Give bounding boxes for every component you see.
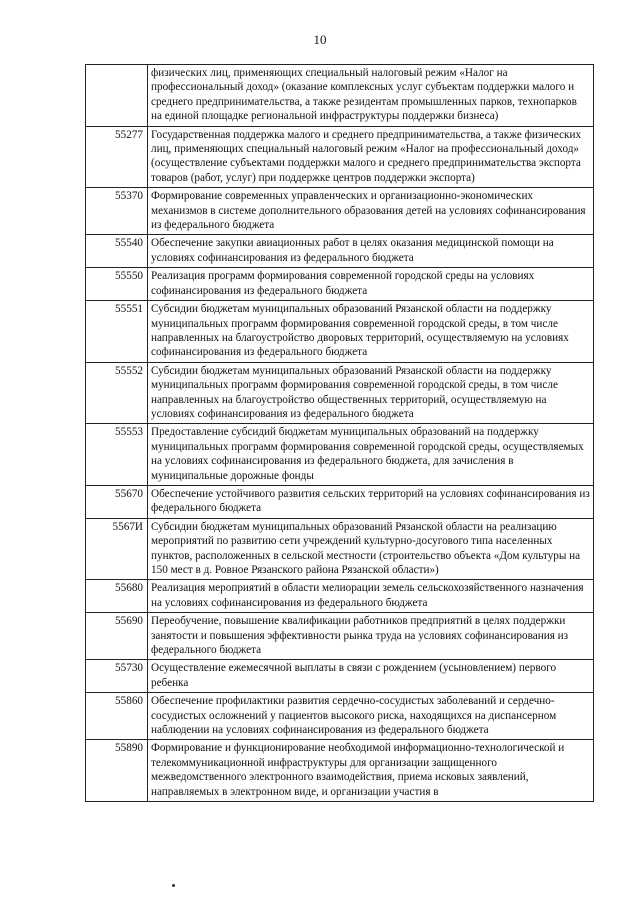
- code-cell: 55670: [86, 485, 148, 518]
- description-cell: Субсидии бюджетам муниципальных образований Рязанской области на поддержку муниципальных программ формирования современной городской среды, в том числе направленных на благоустройство общественных территорий, осуществляемую на условиях софинансирования из федерального бюджета: [148, 362, 594, 424]
- description-cell: Государственная поддержка малого и среднего предпринимательства, а также физических лиц, применяющих специальный налоговый режим «Налог на профессиональный доход» (осуществление субъектами поддержки малого и среднего предпринимательства экспорта товаров (работ, услуг) при поддержке центров поддержки экспорта): [148, 126, 594, 188]
- table-row: [86, 362, 594, 424]
- table-row: [86, 65, 594, 127]
- table-row: [86, 188, 594, 235]
- description-cell: Обеспечение профилактики развития сердечно-сосудистых заболеваний и сердечно-сосудистых осложнений у пациентов высокого риска, находящихся на диспансерном наблюдении на условиях софинансирования из федерального бюджета: [148, 693, 594, 740]
- table-row: [86, 424, 594, 486]
- description-cell: Реализация программ формирования современной городской среды на условиях софинансирования из федерального бюджета: [148, 268, 594, 301]
- code-cell: 55540: [86, 235, 148, 268]
- description-cell: Формирование и функционирование необходимой информационно-технологической и телекоммуникационной инфраструктуры для организации защищенного межведомственного электронного взаимодействия, приема исковых заявлений, направляемых в электронном виде, и организации участия в: [148, 740, 594, 802]
- code-cell: 55690: [86, 613, 148, 660]
- table-row: [86, 235, 594, 268]
- code-cell: 55553: [86, 424, 148, 486]
- code-cell: 55680: [86, 580, 148, 613]
- table-row: [86, 613, 594, 660]
- table-row: [86, 301, 594, 363]
- table-row: [86, 126, 594, 188]
- description-cell: физических лиц, применяющих специальный налоговый режим «Налог на профессиональный доход» (оказание комплексных услуг субъектам поддержки малого и среднего предпринимательства, а также резидентам промышленных парков, технопарков на единой площадке региональной инфраструктуры поддержки бизнеса): [148, 65, 594, 127]
- code-cell: 55890: [86, 740, 148, 802]
- code-cell: 55730: [86, 660, 148, 693]
- page-number: 10: [313, 32, 327, 47]
- table-row: [86, 693, 594, 740]
- code-cell: 55551: [86, 301, 148, 363]
- code-cell: 55277: [86, 126, 148, 188]
- code-cell: 55860: [86, 693, 148, 740]
- code-cell: 55550: [86, 268, 148, 301]
- table-row: [86, 485, 594, 518]
- description-cell: Субсидии бюджетам муниципальных образований Рязанской области на реализацию мероприятий по развитию сети учреждений культурно-досугового типа населенных пунктов, расположенных в сельской местности (строительство объекта «Дом культуры на 150 мест в д. Ровное Рязанского района Рязанской области»): [148, 518, 594, 580]
- table-row: [86, 660, 594, 693]
- description-cell: Переобучение, повышение квалификации работников предприятий в целях поддержки занятости и повышения эффективности рынка труда на условиях софинансирования из федерального бюджета: [148, 613, 594, 660]
- description-cell: Обеспечение закупки авиационных работ в целях оказания медицинской помощи на условиях софинансирования из федерального бюджета: [148, 235, 594, 268]
- description-cell: Формирование современных управленческих и организационно-экономических механизмов в системе дополнительного образования детей на условиях софинансирования из федерального бюджета: [148, 188, 594, 235]
- table-row: [86, 580, 594, 613]
- description-cell: Осуществление ежемесячной выплаты в связи с рождением (усыновлением) первого ребенка: [148, 660, 594, 693]
- table-row: [86, 740, 594, 802]
- budget-code-table: [85, 64, 594, 802]
- table-row: [86, 518, 594, 580]
- description-cell: Реализация мероприятий в области мелиорации земель сельскохозяйственного назначения на условиях софинансирования из федерального бюджета: [148, 580, 594, 613]
- code-cell: 55370: [86, 188, 148, 235]
- table-row: [86, 268, 594, 301]
- code-cell: 55552: [86, 362, 148, 424]
- code-cell: 5567И: [86, 518, 148, 580]
- description-cell: Субсидии бюджетам муниципальных образований Рязанской области на поддержку муниципальных программ формирования современной городской среды, в том числе направленных на благоустройство дворовых территорий, осуществляемую на условиях софинансирования из федерального бюджета: [148, 301, 594, 363]
- description-cell: Обеспечение устойчивого развития сельских территорий на условиях софинансирования из федерального бюджета: [148, 485, 594, 518]
- scan-dot-mark: [172, 884, 175, 887]
- description-cell: Предоставление субсидий бюджетам муниципальных образований на поддержку муниципальных программ формирования современной городской среды, осуществляемых на условиях софинансирования из федерального бюджета, для зачисления в муниципальные дорожные фонды: [148, 424, 594, 486]
- code-cell: [86, 65, 148, 127]
